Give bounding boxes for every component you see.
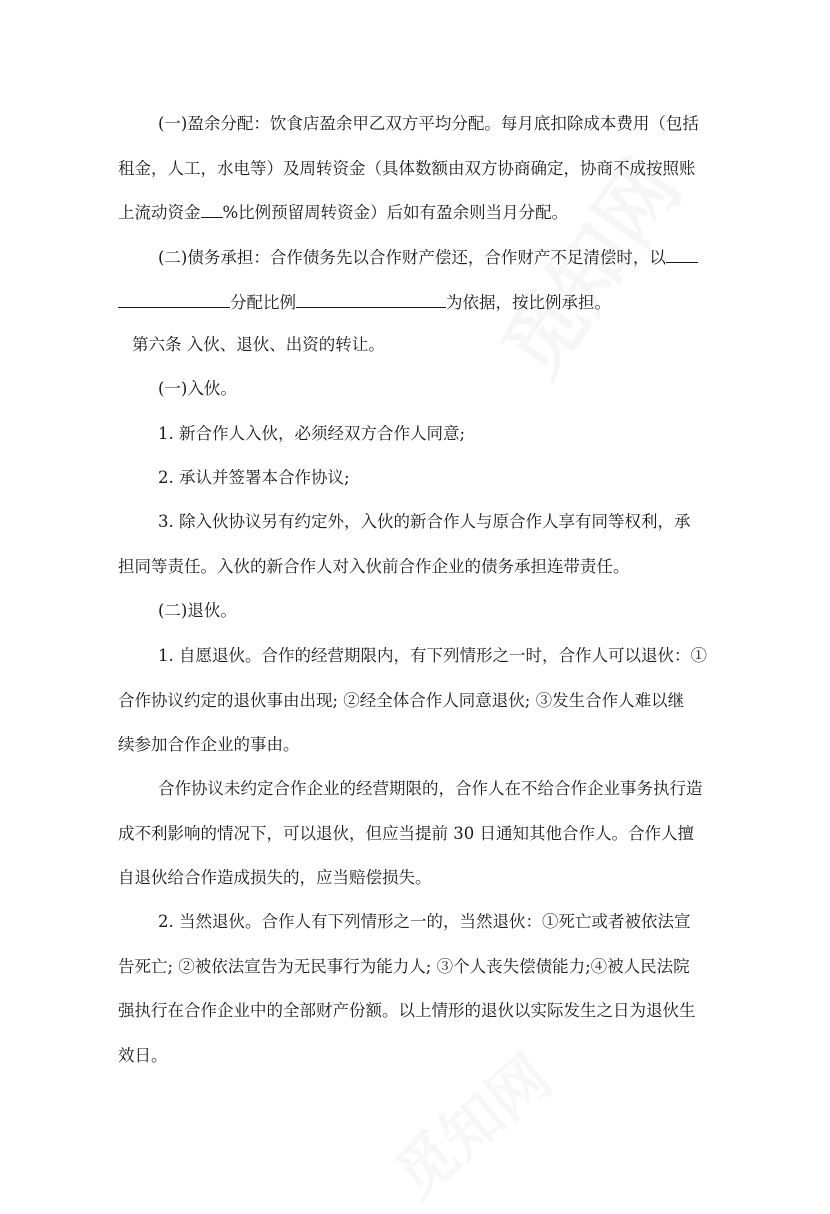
article-heading: 第六条 入伙、退伙、出资的转让。 [132, 335, 385, 354]
text-line [118, 236, 712, 281]
paragraph-profit-distribution [118, 102, 712, 236]
text-line: (一)入伙。 [158, 379, 237, 398]
text-line: 担同等责任。入伙的新合作人对入伙前合作企业的债务承担连带责任。 [118, 556, 630, 576]
fill-in-blank [666, 245, 698, 263]
text-segment: (二)债务承担：合作债务先以合作财产偿还，合作财产不足清偿时，以 [158, 248, 666, 267]
text-line: 效日。 [118, 1045, 168, 1065]
text-line: (二)退伙。 [158, 601, 237, 620]
text-line: 1. 新合作人入伙，必须经双方合作人同意; [158, 424, 466, 443]
list-item [118, 500, 712, 589]
fill-in-blank [296, 289, 446, 307]
text-line: 3. 除入伙协议另有约定外，入伙的新合作人与原合作人享有同等权利，承 [158, 512, 691, 531]
text-line: (一)盈余分配：饮食店盈余甲乙双方平均分配。每月底扣除成本费用（包括 [158, 114, 699, 133]
list-item [118, 634, 712, 768]
list-item [118, 456, 712, 501]
text-line: 续参加合作企业的事由。 [118, 735, 300, 754]
text-line: 合作协议未约定合作企业的经营期限的，合作人在不给合作企业事务执行造 [158, 779, 703, 798]
text-segment: %比例预留周转资金）后如有盈余则当月分配。 [222, 203, 569, 222]
text-line: 强执行在合作企业中的全部财产份额。以上情形的退伙以实际发生之日为退伙生 [118, 1001, 696, 1020]
text-line: 合作协议约定的退伙事由出现; ②经全体合作人同意退伙; ③发生合作人难以继 [118, 690, 685, 710]
section-join [118, 367, 712, 412]
paragraph-debt-bearing [118, 236, 712, 325]
fill-in-blank [201, 200, 223, 218]
fill-in-blank [118, 289, 230, 307]
text-line: 租金，人工，水电等）及周转资金（具体数额由双方协商确定，协商不成按照账 [118, 158, 696, 178]
section-withdraw [118, 589, 712, 634]
text-segment: 为依据，按比例承担。 [446, 292, 611, 312]
text-line [118, 281, 712, 326]
list-item [118, 412, 712, 457]
text-segment: 上流动资金 [118, 203, 201, 222]
text-line: 2. 承认并签署本合作协议; [158, 468, 350, 487]
text-line: 自退伙给合作造成损失的，应当赔偿损失。 [118, 868, 432, 887]
text-line [118, 191, 712, 236]
text-line: 2. 当然退伙。合作人有下列情形之一的，当然退伙：①死亡或者被依法宣 [158, 912, 691, 931]
text-segment: 分配比例 [230, 292, 296, 312]
text-line: 1. 自愿退伙。合作的经营期限内，有下列情形之一时，合作人可以退伙：① [158, 646, 707, 665]
paragraph [118, 767, 712, 901]
text-line: 成不利影响的情况下，可以退伙，但应当提前 30 日通知其他合作人。合作人擅 [118, 823, 694, 843]
text-line: 告死亡; ②被依法宣告为无民事行为能力人; ③个人丧失偿债能力;④被人民法院 [118, 956, 690, 976]
list-item [118, 900, 712, 1078]
